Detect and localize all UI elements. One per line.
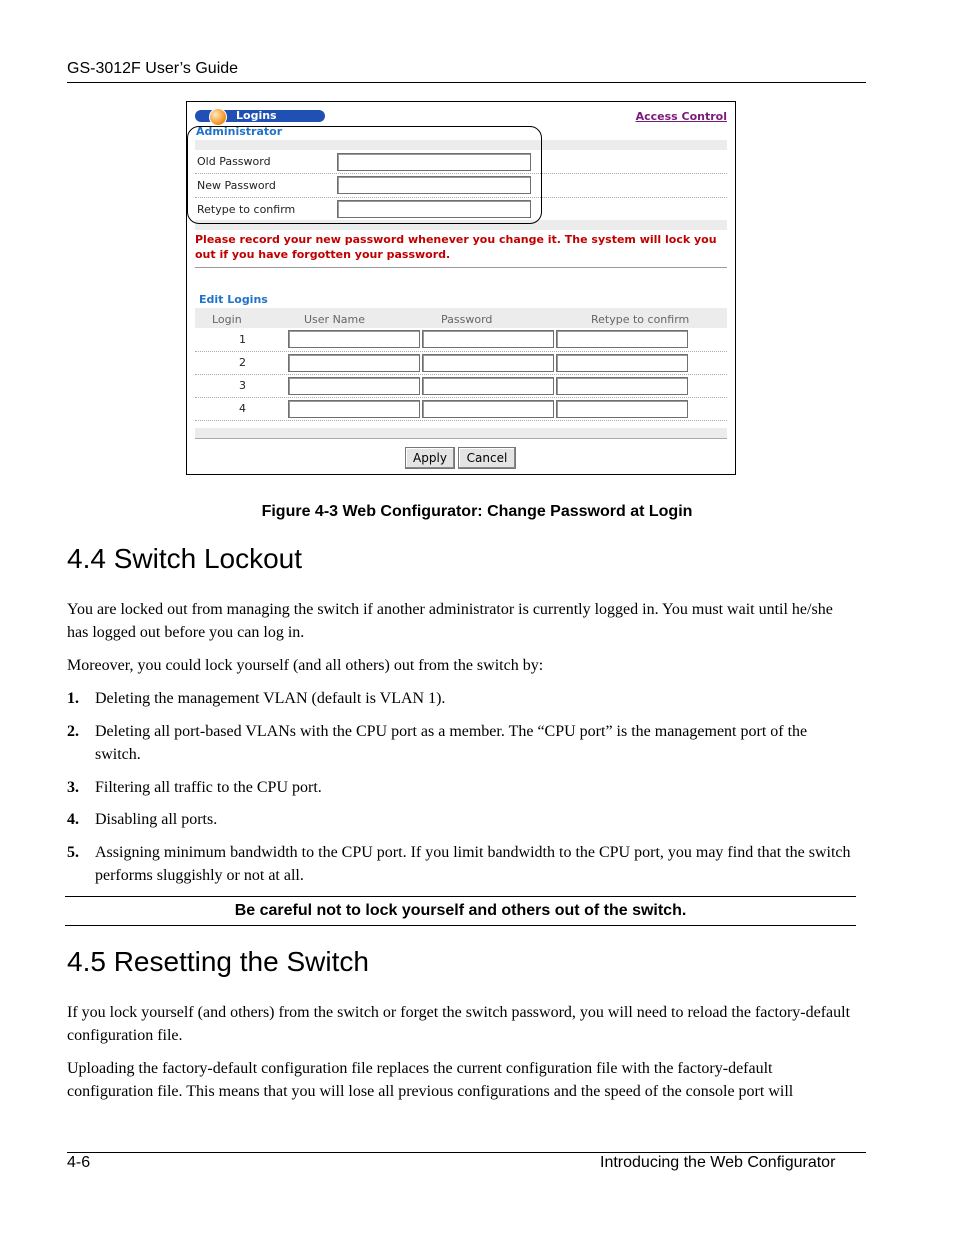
warning-text: Please record your new password whenever you change it. The system will lock you out if you have forgotten your password. [195, 233, 717, 261]
paragraph: You are locked out from managing the switch if another administrator is currently logged in. You must wait until he/she has logged out before you can log in. [67, 601, 833, 641]
figure-screenshot [186, 101, 736, 475]
list-text: Assigning minimum bandwidth to the CPU port. If you limit bandwidth to the CPU port, you may find that the switch performs sluggishly or not at all. [95, 844, 851, 884]
list-text: Filtering all traffic to the CPU port. [95, 779, 322, 796]
header-rule [67, 82, 866, 83]
list-text: Deleting the management VLAN (default is VLAN 1). [95, 690, 446, 707]
row-number: 4 [239, 402, 246, 415]
apply-button[interactable]: Apply [405, 447, 455, 469]
list-number: 2. [67, 723, 79, 740]
list-number: 5. [67, 844, 79, 861]
figure-caption: Figure 4-3 Web Configurator: Change Password at Login [261, 503, 693, 520]
table-footer-rule [195, 438, 727, 439]
retype-confirm-label: Retype to confirm [197, 203, 296, 216]
warning-rule [195, 267, 727, 268]
footer-rule [67, 1152, 866, 1153]
page-number: 4-6 [67, 1154, 91, 1171]
row-number: 1 [239, 333, 246, 346]
highlight-outline [187, 126, 542, 224]
password-field[interactable] [422, 377, 554, 395]
password-field[interactable] [422, 330, 554, 348]
password-field[interactable] [422, 354, 554, 372]
chapter-title: Introducing the Web Configurator [600, 1154, 836, 1171]
running-header: GS-3012F User’s Guide [67, 60, 239, 77]
section-heading-4-5: 4.5 Resetting the Switch [67, 946, 369, 977]
row-divider [195, 397, 727, 398]
retype-field[interactable] [556, 354, 688, 372]
user-name-field[interactable] [288, 377, 420, 395]
password-field[interactable] [422, 400, 554, 418]
paragraph: Moreover, you could lock yourself (and all others) out from the switch by: [67, 657, 544, 674]
user-name-field[interactable] [288, 330, 420, 348]
row-number: 2 [239, 356, 246, 369]
col-login: Login [212, 313, 242, 326]
administrator-title: Administrator [196, 125, 283, 138]
list-text: Disabling all ports. [95, 811, 218, 828]
row-divider [195, 420, 727, 421]
col-retype: Retype to confirm [591, 313, 690, 326]
cancel-button[interactable]: Cancel [458, 447, 516, 469]
paragraph: If you lock yourself (and others) from the switch or forget the switch password, you will need to reload the factory-default configuration file. [67, 1004, 851, 1044]
caution-note: Be careful not to lock yourself and others out of the switch. [65, 896, 856, 926]
edit-logins-title: Edit Logins [199, 293, 268, 306]
row-divider [195, 351, 727, 352]
retype-field[interactable] [556, 330, 688, 348]
list-number: 1. [67, 690, 79, 707]
retype-field[interactable] [556, 400, 688, 418]
row-number: 3 [239, 379, 246, 392]
list-number: 4. [67, 811, 79, 828]
col-user-name: User Name [304, 313, 366, 326]
user-name-field[interactable] [288, 354, 420, 372]
paragraph: Uploading the factory-default configuration file replaces the current configuration file with the factory-default configuration file. This means that you will lose all previous configurations and the speed of the console port will [67, 1060, 794, 1100]
access-control-link[interactable]: Access Control [635, 110, 727, 123]
section-heading-4-4: 4.4 Switch Lockout [67, 543, 303, 574]
col-password: Password [441, 313, 493, 326]
logins-title: Logins [236, 109, 277, 122]
row-divider [195, 374, 727, 375]
table-footer-band [195, 428, 727, 438]
new-password-label: New Password [197, 179, 276, 192]
list-number: 3. [67, 779, 79, 796]
user-name-field[interactable] [288, 400, 420, 418]
list-text: Deleting all port-based VLANs with the CPU port as a member. The “CPU port” is the management port of the switch. [95, 723, 808, 763]
orb-icon [209, 108, 227, 126]
old-password-label: Old Password [197, 155, 271, 168]
retype-field[interactable] [556, 377, 688, 395]
